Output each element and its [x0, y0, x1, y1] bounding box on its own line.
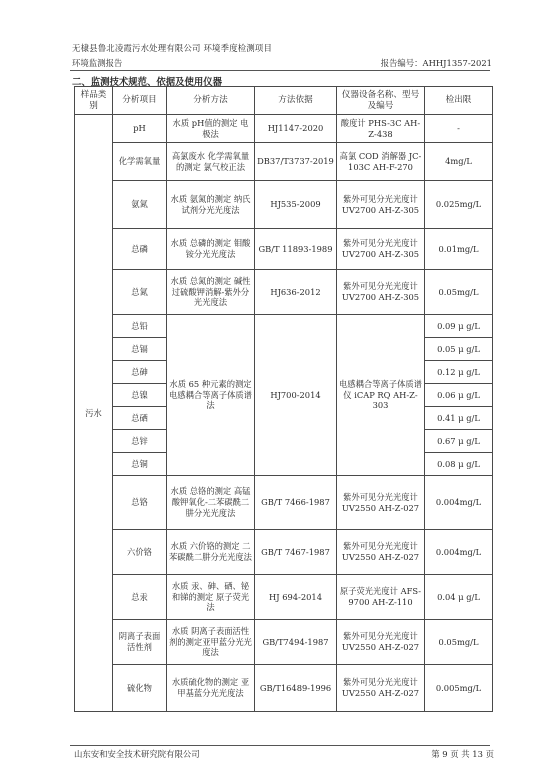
instrument-cell: 紫外可见分光光度计 UV2700 AH-Z-305: [337, 270, 425, 315]
item-cell: 总镉: [113, 338, 167, 361]
report-header-title: 无棣县鲁北凌霞污水处理有限公司 环境季度检测项目: [72, 43, 273, 53]
item-cell: 总铜: [113, 453, 167, 476]
item-cell: 氨氮: [113, 181, 167, 229]
item-cell: 总硒: [113, 407, 167, 430]
table-row: [75, 530, 493, 575]
report-header-subtitle: 环境监测报告: [72, 58, 123, 68]
instrument-cell: 紫外可见分光光度计 UV2550 AH-Z-027: [337, 476, 425, 530]
limit-cell: 0.005mg/L: [425, 665, 493, 712]
basis-cell: HJ 694-2014: [255, 575, 337, 620]
table-row: [75, 575, 493, 620]
footer-organization: 山东安和安全技术研究院有限公司: [74, 749, 200, 759]
instrument-cell: 紫外可见分光光度计 UV2700 AH-Z-305: [337, 181, 425, 229]
instrument-cell: 高氯 COD 消解器 JC-103C AH-F-270: [337, 143, 425, 181]
table-row: [75, 115, 493, 143]
table-row: [75, 229, 493, 270]
item-cell: 总锌: [113, 430, 167, 453]
instrument-cell: 紫外可见分光光度计 UV2550 AH-Z-027: [337, 665, 425, 712]
method-cell: 水质 总磷的测定 钼酸铵分光光度法: [167, 229, 255, 270]
page-number: 第 9 页 共 13 页: [431, 749, 494, 759]
item-cell: 六价铬: [113, 530, 167, 575]
limit-cell: -: [425, 115, 493, 143]
basis-cell: HJ636-2012: [255, 270, 337, 315]
col-header-category: 样品类别: [75, 87, 113, 115]
item-cell: 阴离子表面活性剂: [113, 620, 167, 665]
limit-cell: 4mg/L: [425, 143, 493, 181]
limit-cell: 0.05mg/L: [425, 620, 493, 665]
limit-cell: 0.06 μ g/L: [425, 384, 493, 407]
col-header-limit: 检出限: [425, 87, 493, 115]
basis-cell: HJ1147-2020: [255, 115, 337, 143]
limit-cell: 0.05mg/L: [425, 270, 493, 315]
table-row: [75, 270, 493, 315]
method-cell: 水质 阴离子表面活性剂的测定亚甲蓝分光光度法: [167, 620, 255, 665]
col-header-item: 分析项目: [113, 87, 167, 115]
item-cell: 总汞: [113, 575, 167, 620]
limit-cell: 0.025mg/L: [425, 181, 493, 229]
basis-cell: DB37/T3737-2019: [255, 143, 337, 181]
limit-cell: 0.05 μ g/L: [425, 338, 493, 361]
item-cell: 硫化物: [113, 665, 167, 712]
metals-basis-cell: HJ700-2014: [255, 315, 337, 476]
table-row: [75, 620, 493, 665]
sample-category-cell: 污水: [75, 115, 113, 712]
report-number: 报告编号：AHHJ1357-2021: [380, 58, 492, 68]
col-header-basis: 方法依据: [255, 87, 337, 115]
method-cell: 水质硫化物的测定 亚甲基蓝分光光度法: [167, 665, 255, 712]
basis-cell: GB/T 7466-1987: [255, 476, 337, 530]
item-cell: 总砷: [113, 361, 167, 384]
method-cell: 高氯废水 化学需氧量的测定 氯气校正法: [167, 143, 255, 181]
instrument-cell: 紫外可见分光光度计 UV2700 AH-Z-305: [337, 229, 425, 270]
table-row: [75, 665, 493, 712]
method-cell: 水质 氨氮的测定 纳氏试剂分光光度法: [167, 181, 255, 229]
item-cell: pH: [113, 115, 167, 143]
limit-cell: 0.04 μ g/L: [425, 575, 493, 620]
table-header-row: [75, 87, 493, 115]
metals-instrument-cell: 电感耦合等离子体质谱仪 iCAP RQ AH-Z-303: [337, 315, 425, 476]
limit-cell: 0.004mg/L: [425, 476, 493, 530]
basis-cell: GB/T16489-1996: [255, 665, 337, 712]
instrument-cell: 原子荧光光度计 AFS-9700 AH-Z-110: [337, 575, 425, 620]
table-row: [75, 143, 493, 181]
basis-cell: GB/T 11893-1989: [255, 229, 337, 270]
limit-cell: 0.09 μ g/L: [425, 315, 493, 338]
table-row: [75, 181, 493, 229]
basis-cell: GB/T 7467-1987: [255, 530, 337, 575]
method-cell: 水质 六价铬的测定 二苯碳酰二肼分光光度法: [167, 530, 255, 575]
col-header-method: 分析方法: [167, 87, 255, 115]
method-cell: 水质 pH值的测定 电极法: [167, 115, 255, 143]
instrument-cell: 紫外可见分光光度计 UV2550 AH-Z-027: [337, 620, 425, 665]
table-row: [75, 476, 493, 530]
table-row: [75, 315, 493, 338]
method-cell: 水质 汞、砷、硒、铋和锑的测定 原子荧光法: [167, 575, 255, 620]
metals-method-cell: 水质 65 种元素的测定 电感耦合等离子体质谱法: [167, 315, 255, 476]
limit-cell: 0.41 μ g/L: [425, 407, 493, 430]
method-table: [74, 86, 493, 712]
method-cell: 水质 总铬的测定 高锰酸钾氧化-二苯碳酰二肼分光光度法: [167, 476, 255, 530]
limit-cell: 0.01mg/L: [425, 229, 493, 270]
instrument-cell: 酸度计 PHS-3C AH-Z-438: [337, 115, 425, 143]
footer-divider: [70, 745, 490, 746]
basis-cell: GB/T7494-1987: [255, 620, 337, 665]
limit-cell: 0.12 μ g/L: [425, 361, 493, 384]
item-cell: 总磷: [113, 229, 167, 270]
section-title: 二、监测技术规范、依据及使用仪器: [72, 77, 223, 88]
item-cell: 总铬: [113, 476, 167, 530]
header-divider: [70, 70, 490, 71]
instrument-cell: 紫外可见分光光度计 UV2550 AH-Z-027: [337, 530, 425, 575]
item-cell: 总氮: [113, 270, 167, 315]
limit-cell: 0.08 μ g/L: [425, 453, 493, 476]
item-cell: 化学需氧量: [113, 143, 167, 181]
limit-cell: 0.67 μ g/L: [425, 430, 493, 453]
col-header-instrument: 仪器设备名称、型号及编号: [337, 87, 425, 115]
limit-cell: 0.004mg/L: [425, 530, 493, 575]
item-cell: 总镍: [113, 384, 167, 407]
item-cell: 总铅: [113, 315, 167, 338]
basis-cell: HJ535-2009: [255, 181, 337, 229]
method-cell: 水质 总氮的测定 碱性过硫酸钾消解-紫外分光光度法: [167, 270, 255, 315]
